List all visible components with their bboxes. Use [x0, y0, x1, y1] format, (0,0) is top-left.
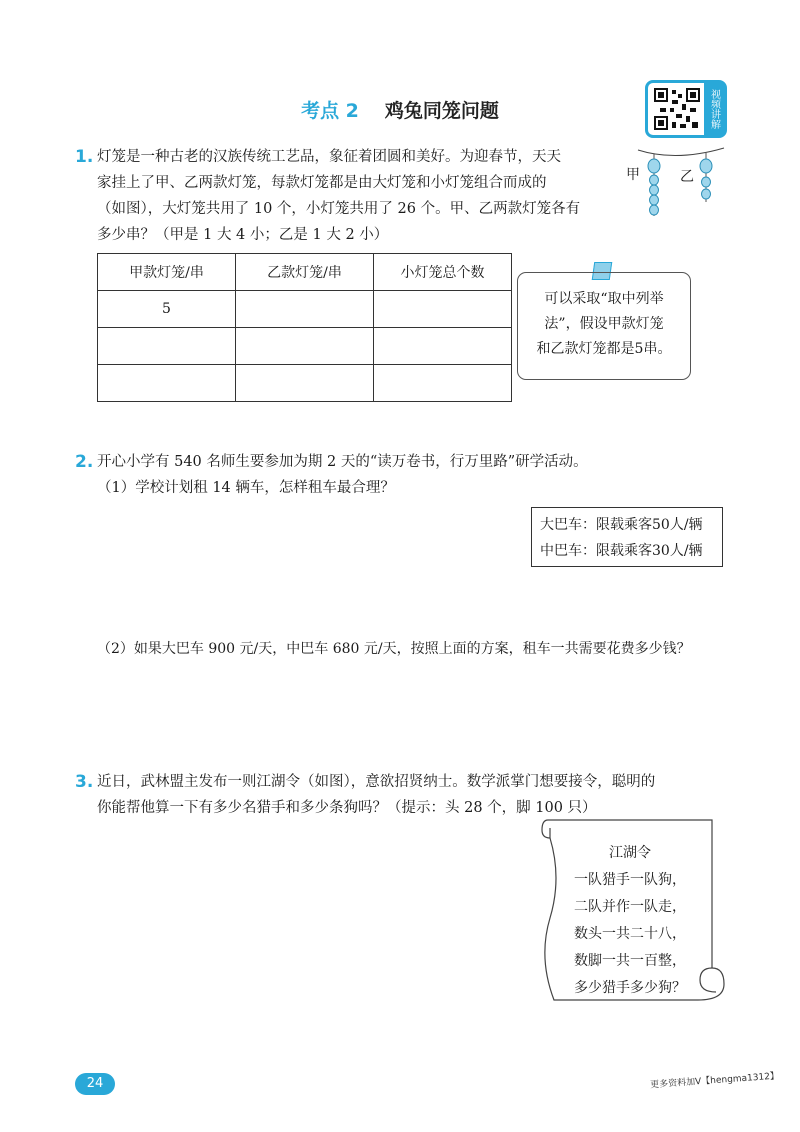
- q2-number: 2.: [75, 452, 94, 472]
- scroll-title: 江湖令: [609, 845, 651, 861]
- lantern-illustration: [626, 144, 726, 224]
- scroll-line: 数头一共二十八，: [574, 926, 686, 942]
- q2-sub2: （2）如果大巴车 900 元/天，中巴车 680 元/天，按照上面的方案，租车一共需要花费多少钱？: [97, 641, 691, 657]
- q1-number: 1.: [75, 147, 94, 167]
- q1-line: （如图），大灯笼共用了 10 个，小灯笼共用了 26 个。甲、乙两款灯笼各有: [97, 201, 581, 217]
- q1-line: 多少串？（甲是 1 大 4 小；乙是 1 大 2 小）: [97, 227, 389, 243]
- hint-line: 法”，假设甲款灯笼: [544, 316, 664, 332]
- table-cell[interactable]: [374, 328, 512, 365]
- qr-side-label: 视频讲解: [704, 83, 724, 135]
- table-header-total: 小灯笼总个数: [374, 254, 512, 291]
- table-header-yi: 乙款灯笼/串: [236, 254, 374, 291]
- bus-info-box: [531, 507, 723, 567]
- video-qr-badge[interactable]: [645, 80, 727, 138]
- table-cell[interactable]: [98, 328, 236, 365]
- q2-line: 开心小学有 540 名师生要参加为期 2 天的“读万卷书，行万里路”研学活动。: [97, 454, 588, 470]
- table-cell[interactable]: [374, 365, 512, 402]
- q1-table: [97, 253, 512, 402]
- watermark: 更多资料加V【hengma1312】: [649, 1071, 780, 1091]
- scroll-line: 数脚一共一百整，: [574, 953, 686, 969]
- table-cell[interactable]: [236, 365, 374, 402]
- table-cell[interactable]: [236, 328, 374, 365]
- table-cell[interactable]: [374, 291, 512, 328]
- kaodian-label: 考点 2: [301, 100, 359, 122]
- table-header-row: [98, 254, 512, 291]
- q1-text: [97, 144, 637, 248]
- label-jia: 甲: [626, 167, 640, 183]
- label-yi: 乙: [680, 169, 694, 185]
- table-row: [98, 291, 512, 328]
- q2-sub1: （1）学校计划租 14 辆车，怎样租车最合理？: [97, 480, 395, 496]
- scroll-line: 二队并作一队走，: [574, 899, 686, 915]
- q3-text: [97, 769, 737, 821]
- hint-line: 可以采取“取中列举: [544, 291, 664, 307]
- table-row: [98, 365, 512, 402]
- table-cell[interactable]: [236, 291, 374, 328]
- scroll-line: 多少猎手多少狗？: [574, 980, 686, 996]
- table-cell[interactable]: 5: [98, 291, 236, 328]
- bus-info-line: 中巴车：限载乘客30人/辆: [540, 543, 703, 559]
- table-header-jia: 甲款灯笼/串: [98, 254, 236, 291]
- page-number: 24: [75, 1073, 115, 1095]
- table-cell[interactable]: [98, 365, 236, 402]
- scroll-line: 一队猎手一队狗，: [574, 872, 686, 888]
- q1-line: 灯笼是一种古老的汉族传统工艺品，象征着团圆和美好。为迎春节，天天: [97, 149, 561, 165]
- topic-title: 鸡兔同笼问题: [384, 100, 499, 122]
- bus-info-line: 大巴车：限载乘客50人/辆: [540, 517, 703, 533]
- table-row: [98, 328, 512, 365]
- q3-number: 3.: [75, 772, 94, 792]
- q3-line: 你能帮他算一下有多少名猎手和多少条狗吗？（提示：头 28 个，脚 100 只）: [97, 800, 597, 816]
- q3-line: 近日，武林盟主发布一则江湖令（如图），意欲招贤纳士。数学派掌门想要接令，聪明的: [97, 774, 656, 790]
- qr-code-icon[interactable]: [654, 88, 700, 130]
- hint-note: [517, 272, 691, 380]
- hint-line: 和乙款灯笼都是5串。: [536, 341, 672, 357]
- scroll-poem: [555, 840, 705, 1002]
- q1-line: 家挂上了甲、乙两款灯笼，每款灯笼都是由大灯笼和小灯笼组合而成的: [97, 175, 547, 191]
